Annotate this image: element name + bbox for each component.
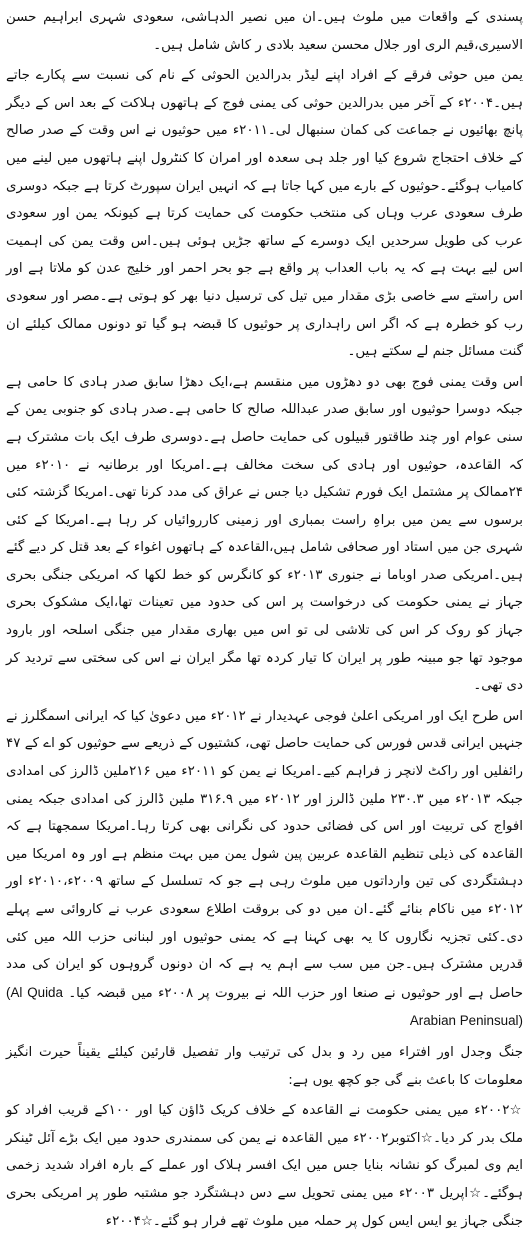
- paragraph-iran-support: [6, 703, 523, 1036]
- paragraph-houthi-background: یمن میں حوثی فرقے کے افراد اپنے لیڈر بدرالدین الحوثی کے نام کی نسبت سے پکارے جاتے ہیں۔۲۰۰۴ء کے آخر میں بدرالدین حوثی کی یمنی فوج کے ہاتھوں ہلاکت کے بعد اس کے دیگر پانچ بھائیوں نے جماعت کی کمان سنبھال لی۔۲۰۱۱ء میں حوثیوں نے اس وقت کے صدر صالح کے خلاف احتجاج شروع کیا اور جلد ہی سعدہ اور امران کا کنٹرول اپنے ہاتھوں میں لینے میں کامیاب ہوگئے۔حوثیوں کے بارے میں کہا جاتا ہے کہ انہیں ایران سپورٹ کرتا ہے جبکہ دوسری طرف سعودی عرب وہاں کی منتخب حکومت کی حمایت کرتا ہے کیونکہ یمن اور سعودی عرب کی طویل سرحدیں ایک دوسرے کے ساتھ جڑیں ہوئی ہیں۔اس وقت یمن کی اہمیت اس لیے بہت ہے کہ یہ باب العداب پر واقع ہے جو بحر احمر اور خلیج عدن کو ملاتا ہے اور اس راستے سے خاصی بڑی مقدار میں تیل کی ترسیل دنیا بھر کو ہوتی ہے۔مصر اور سعودی رب کو خطرہ ہے کہ اگر اس راہداری پر حوثیوں کا قبضہ ہو گیا تو دونوں ممالک کیلئے ان گنت مسائل جنم لے سکتے ہیں۔: [6, 68, 524, 360]
- paragraph-timeline-intro: جنگ وجدل اور افتراء میں رد و بدل کی ترتیب وار تفصیل قارئین کیلئے یقیناً حیرت انگیز معلومات کا باعث بنے گی جو کچھ یوں ہے:: [6, 1044, 523, 1088]
- paragraph-timeline: ☆۲۰۰۲ء میں یمنی حکومت نے القاعدہ کے خلاف کریک ڈاؤن کیا اور ۱۰۰کے قریب افراد کو ملک بدر کر دیا۔☆اکتوبر۲۰۰۲ء میں القاعدہ نے یمن کی سمندری حدود میں ایک بڑے آئل ٹینکر ایم وی لمبرگ کو نشانہ بنایا جس میں ایک افسر ہلاک اور عملے کے بارہ افراد شدید زخمی ہوگئے۔☆اپریل ۲۰۰۳ء میں یمنی تحویل سے دس دہشتگرد جو مشتبہ طور پر امریکی بحری جنگی جہاز یو ایس ایس کول پر حملہ میں ملوث تھے فرار ہو گئے۔☆۲۰۰۴ء: [6, 1103, 523, 1229]
- paragraph-iran-support-text: اس طرح ایک اور امریکی اعلیٰ فوجی عہدیدار نے ۲۰۱۲ء میں دعویٰ کیا کہ ایرانی اسمگلرز نے جنہیں ایرانی قدس فورس کی حمایت حاصل تھی، کشتیوں کے ذریعے سے حوثیوں کو اے کے ۴۷ رائفلیں اور راکٹ لانچر ز فراہم کیے۔امریکا نے یمن کو ۲۰۱۱ء میں ۲۱۶ملین ڈالرز کی امدادی جبکہ ۲۰۱۳ء میں ۲۳۰.۳ ملین ڈالرز اور ۲۰۱۲ء میں ۳۱۶.۹ ملین ڈالرز کی امدادی جبکہ یمنی افواج کی تربیت اور اس کی فضائی حدود کی نگرانی بھی کرتا رہا۔امریکا سمجھتا ہے کہ القاعدہ کی ذیلی تنظیم القاعدہ عربین پین شول یمن میں بہت منظم ہے اور وہ امریکا میں دہشتگردی کی تین وارداتوں میں ملوث رہی ہے جو کہ تسلسل کے ساتھ ۲۰۰۹ء،۲۰۱۰ء اور ۲۰۱۲ء میں ناکام بنائے گئے۔ان میں دو کی بروقت اطلاع سعودی عرب نے کاروائی سے پہلے دی۔کئی تجزیہ نگاروں کا یہ بھی کہنا ہے کہ یمنی حوثیوں اور لبنانی حزب اللہ میں کئی قدریں مشترک ہیں۔جن میں سب سے اہم یہ ہے کہ ان دونوں گروہوں کو ایران کی مدد حاصل ہے اور حوثیوں نے صنعا اور حزب اللہ نے بیروت پر ۲۰۰۸ء میں قبضہ کیا۔: [6, 708, 523, 1001]
- paragraph-militants-list: پسندی کے واقعات میں ملوث ہیں۔ان میں نصیر الدہاشی، سعودی شہری ابراہیم حسن الاسیری،قیم الری اور جلال محسن سعید بلادی ر کاش شامل ہیں۔: [6, 10, 523, 53]
- aqap-latin-name: (Al Quida Arabian Peninsual): [6, 984, 523, 1029]
- paragraph-yemen-army-split: اس وقت یمنی فوج بھی دو دھڑوں میں منقسم ہے،ایک دھڑا سابق صدر ہادی کا حامی ہے جبکہ دوسرا حوثیوں اور سابق صدر عبداللہ صالح کا حامی ہے۔صدر ہادی کو جنوبی یمن کے سنی عوام اور چند طاقتور قبیلوں کی حمایت حاصل ہے۔دوسری طرف ایک بات مشترک ہے کہ القاعدہ، حوثیوں اور ہادی کی سخت مخالف ہے۔امریکا اور برطانیہ نے ۲۰۱۰ء میں ۲۴ممالک پر مشتمل ایک فورم تشکیل دیا جس نے عراق کی مدد کرنا تھی۔امریکا گزشتہ کئی برسوں سے یمن میں براہِ راست بمباری اور زمینی کارروائیاں کر رہا ہے۔امریکا کے کئی شہری جن میں استاد اور صحافی شامل ہیں،القاعدہ کے ہاتھوں اغواء کے بعد قتل کر دیے گئے ہیں۔امریکی صدر اوباما نے جنوری ۲۰۱۳ء کو کانگرس کو خط لکھا کہ امریکی جنگی بحری جہاز نے یمنی حکومت کی درخواست پر اس کی حدود میں تعینات تھا،ایک مشکوک بحری جہاز کو روک کر اس کی تلاشی لی تو اس میں بھاری مقدار میں جنگی اسلحہ اور بارود موجود تھا جو مبینہ طور پر ایران کا تیار کردہ تھا مگر ایران نے اس کی سختی سے تردید کر دی تھی۔: [6, 374, 523, 694]
